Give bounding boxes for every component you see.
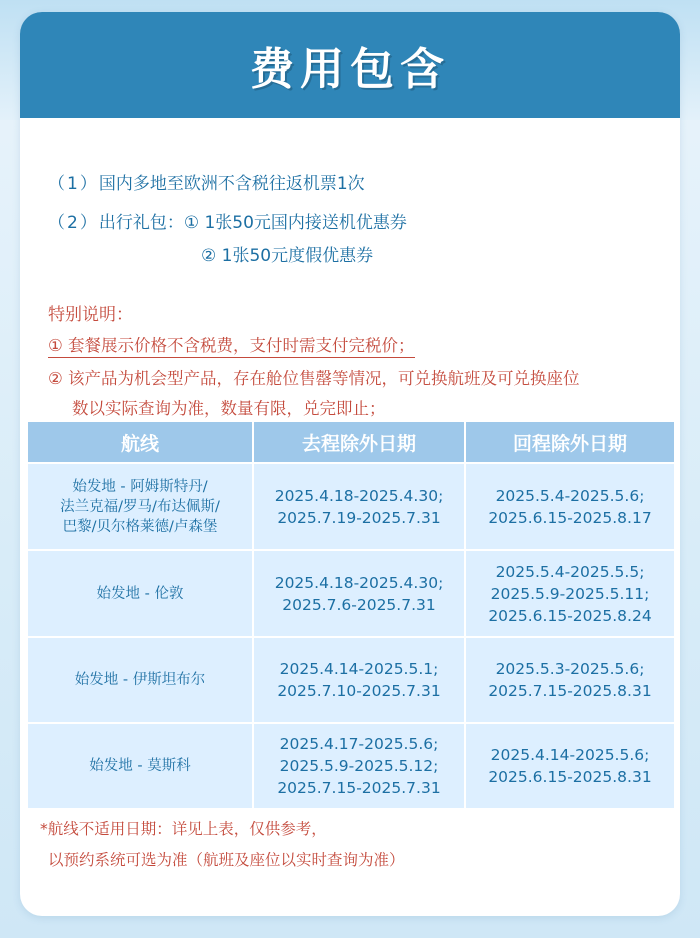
date-range: 2025.4.14-2025.5.1; xyxy=(279,660,439,678)
route-line: 法兰克福/罗马/布达佩斯/ xyxy=(60,498,220,515)
card-header xyxy=(20,12,680,118)
inclusion-text: 国内多地至欧洲不含税往返机票1次 xyxy=(98,174,365,194)
inclusion-item-2 xyxy=(48,208,407,233)
gift-item-2: ② 1张50元度假优惠券 xyxy=(201,246,374,266)
inbound-cell xyxy=(465,463,675,550)
notes-title: 特别说明： xyxy=(48,305,133,325)
footer-note-1: *航线不适用日期：详见上表，仅供参考， xyxy=(40,820,327,838)
inclusion-label: 出行礼包： xyxy=(98,213,184,233)
exclusion-dates-table xyxy=(26,420,676,810)
date-range: 2025.7.19-2025.7.31 xyxy=(277,508,441,527)
header-route: 航线 xyxy=(27,421,253,463)
outbound-cell xyxy=(253,550,465,637)
route-line: 始发地 - 莫斯科 xyxy=(89,758,191,774)
route-line: 巴黎/贝尔格莱德/卢森堡 xyxy=(62,518,218,535)
inbound-cell xyxy=(465,637,675,723)
date-range: 2025.6.15-2025.8.24 xyxy=(488,606,652,625)
note-text: ① 套餐展示价格不含税费，支付时需支付完税价； xyxy=(48,336,415,358)
outbound-cell xyxy=(253,723,465,809)
note-item-2: ② 该产品为机会型产品，存在舱位售罄等情况，可兑换航班及可兑换座位 xyxy=(48,369,580,388)
outbound-cell xyxy=(253,637,465,723)
route-line: 始发地 - 阿姆斯特丹/ xyxy=(72,478,208,495)
date-range: 2025.5.4-2025.5.5; xyxy=(495,562,645,581)
route-cell xyxy=(27,637,253,723)
date-range: 2025.7.15-2025.7.31 xyxy=(277,779,441,797)
date-range: 2025.4.14-2025.5.6; xyxy=(490,746,650,764)
date-range: 2025.7.15-2025.8.31 xyxy=(488,682,652,700)
date-range: 2025.5.3-2025.5.6; xyxy=(495,660,645,678)
date-range: 2025.5.9-2025.5.11; xyxy=(490,584,650,603)
route-cell xyxy=(27,550,253,637)
inclusion-index: （1） xyxy=(48,174,99,194)
header-inbound: 回程除外日期 xyxy=(465,421,675,463)
table-row xyxy=(27,637,675,723)
date-range: 2025.6.15-2025.8.31 xyxy=(488,768,652,786)
outbound-cell xyxy=(253,463,465,550)
date-range: 2025.5.4-2025.5.6; xyxy=(495,486,645,505)
route-cell xyxy=(27,723,253,809)
date-range: 2025.6.15-2025.8.17 xyxy=(488,508,652,527)
fee-card xyxy=(20,12,680,916)
note-item-1 xyxy=(48,332,415,356)
footer-note-2: 以预约系统可选为准（航班及座位以实时查询为准） xyxy=(48,851,405,869)
gift-item-1: ① 1张50元国内接送机优惠券 xyxy=(183,213,407,233)
date-range: 2025.4.18-2025.4.30; xyxy=(274,486,444,505)
table-row xyxy=(27,723,675,809)
table-row xyxy=(27,550,675,637)
date-range: 2025.7.10-2025.7.31 xyxy=(277,682,441,700)
header-outbound: 去程除外日期 xyxy=(253,421,465,463)
page-title: 费用包含 xyxy=(250,44,450,95)
date-range: 2025.4.17-2025.5.6; xyxy=(279,735,439,753)
note-item-2-continued: 数以实际查询为准，数量有限，兑完即止； xyxy=(72,399,386,418)
date-range: 2025.5.9-2025.5.12; xyxy=(279,757,439,775)
route-line: 始发地 - 伊斯坦布尔 xyxy=(74,672,206,688)
inbound-cell xyxy=(465,550,675,637)
table-row xyxy=(27,463,675,550)
inclusion-index: （2） xyxy=(48,213,99,233)
route-cell xyxy=(27,463,253,550)
route-line: 始发地 - 伦敦 xyxy=(96,585,184,602)
inclusion-item-1 xyxy=(48,169,365,194)
table-header-row xyxy=(27,421,675,463)
date-range: 2025.4.18-2025.4.30; xyxy=(274,573,444,592)
inbound-cell xyxy=(465,723,675,809)
date-range: 2025.7.6-2025.7.31 xyxy=(282,595,436,614)
